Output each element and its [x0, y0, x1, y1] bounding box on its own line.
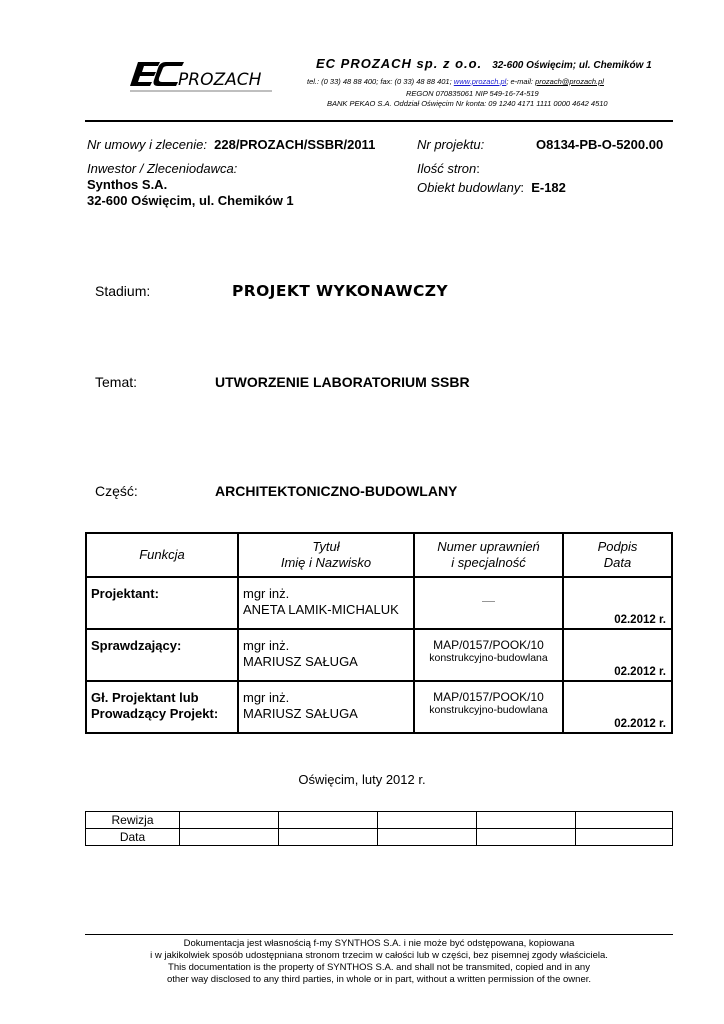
bank-line: BANK PEKAO S.A. Oddział Oświęcim Nr konta: 09 1240 4171 1111 0000 4642 4510 — [327, 99, 608, 108]
project-no-value: O8134-PB-O-5200.00 — [536, 137, 664, 152]
row-number: — — [414, 577, 563, 629]
company-address: 32-600 Oświęcim; ul. Chemików 1 — [492, 60, 652, 71]
investor-label: Inwestor / Zleceniodawca: — [87, 161, 238, 176]
signature-table — [85, 532, 673, 734]
row-number: MAP/0157/POOK/10 konstrukcyjno-budowlana — [414, 629, 563, 681]
company-name-line — [316, 56, 652, 71]
revision-row — [86, 812, 673, 829]
company-logo — [126, 56, 276, 96]
stadium-label: Stadium: — [95, 283, 151, 299]
revision-date-row — [86, 829, 673, 846]
regon-nip: REGON 070835061 NIP 549-16-74-519 — [406, 89, 539, 98]
table-row — [86, 577, 672, 629]
contract-row — [87, 137, 375, 152]
table-row — [86, 681, 672, 733]
project-no-label: Nr projektu: — [417, 137, 485, 152]
row-person: mgr inż. ANETA LAMIK-MICHALUK — [238, 577, 414, 629]
row-person: mgr inż. MARIUSZ SAŁUGA — [238, 629, 414, 681]
contract-label: Nr umowy i zlecenie: — [87, 137, 207, 152]
topic-label: Temat: — [95, 374, 138, 390]
row-function: Gł. Projektant lub Prowadzący Projekt: — [86, 681, 238, 733]
object-value: E-182 — [531, 180, 566, 195]
website-link[interactable]: www.prozach.pl — [453, 77, 507, 86]
contract-value: 228/PROZACH/SSBR/2011 — [214, 137, 376, 152]
stadium-value: PROJEKT WYKONAWCZY — [232, 282, 449, 300]
contact-phones: tel.: (0 33) 48 88 400; fax: (0 33) 48 88 401; — [307, 77, 452, 86]
ec-logo-mark — [126, 56, 276, 96]
email-link[interactable]: prozach@prozach.pl — [535, 77, 604, 86]
part-value: ARCHITEKTONICZNO-BUDOWLANY — [215, 483, 458, 499]
investor-address: 32-600 Oświęcim, ul. Chemików 1 — [87, 193, 294, 208]
email-label: ; e-mail: — [506, 77, 533, 86]
logo-text: PROZACH — [178, 70, 262, 90]
company-name: EC PROZACH sp. z o.o. — [316, 56, 483, 71]
revision-table — [85, 811, 673, 846]
part-label: Część: — [95, 483, 138, 499]
header-number: Numer uprawnień i specjalność — [414, 533, 563, 577]
header-divider — [85, 120, 673, 122]
investor-name: Synthos S.A. — [87, 177, 168, 192]
revision-date-label: Data — [86, 829, 180, 846]
row-signature-date: 02.2012 r. — [563, 629, 672, 681]
place-date: Oświęcim, luty 2012 r. — [298, 772, 426, 787]
table-row — [86, 629, 672, 681]
row-number: MAP/0157/POOK/10 konstrukcyjno-budowlana — [414, 681, 563, 733]
object-row: Obiekt budowlany: E-182 — [417, 180, 566, 195]
pages-label: Ilość stron: — [417, 161, 480, 176]
footer-divider — [85, 934, 673, 935]
row-signature-date: 02.2012 r. — [563, 681, 672, 733]
header-function: Funkcja — [86, 533, 238, 577]
revision-label: Rewizja — [86, 812, 180, 829]
contact-line — [307, 77, 604, 86]
header-title-name: Tytuł Imię i Nazwisko — [238, 533, 414, 577]
footer-disclaimer: Dokumentacja jest własnością f-my SYNTHOS S.A. i nie może być odstępowana, kopiowana i w jakikolwiek sposób udostępniana stronom trzecim w całości lub w części, bez pisemnej zgody właściciela. This documentation is the property of SYNTHOS S.A. and shall not be transmited, copied and in any other way disclosed to any third parties, in whole or in part, without a written permission of the owner. — [150, 938, 608, 985]
topic-value: UTWORZENIE LABORATORIUM SSBR — [215, 374, 470, 390]
header-signature-date: Podpis Data — [563, 533, 672, 577]
row-function: Sprawdzający: — [86, 629, 238, 681]
row-signature-date: 02.2012 r. — [563, 577, 672, 629]
row-person: mgr inż. MARIUSZ SAŁUGA — [238, 681, 414, 733]
signature-table-header — [86, 533, 672, 577]
object-label: Obiekt budowlany — [417, 180, 521, 195]
row-function: Projektant: — [86, 577, 238, 629]
